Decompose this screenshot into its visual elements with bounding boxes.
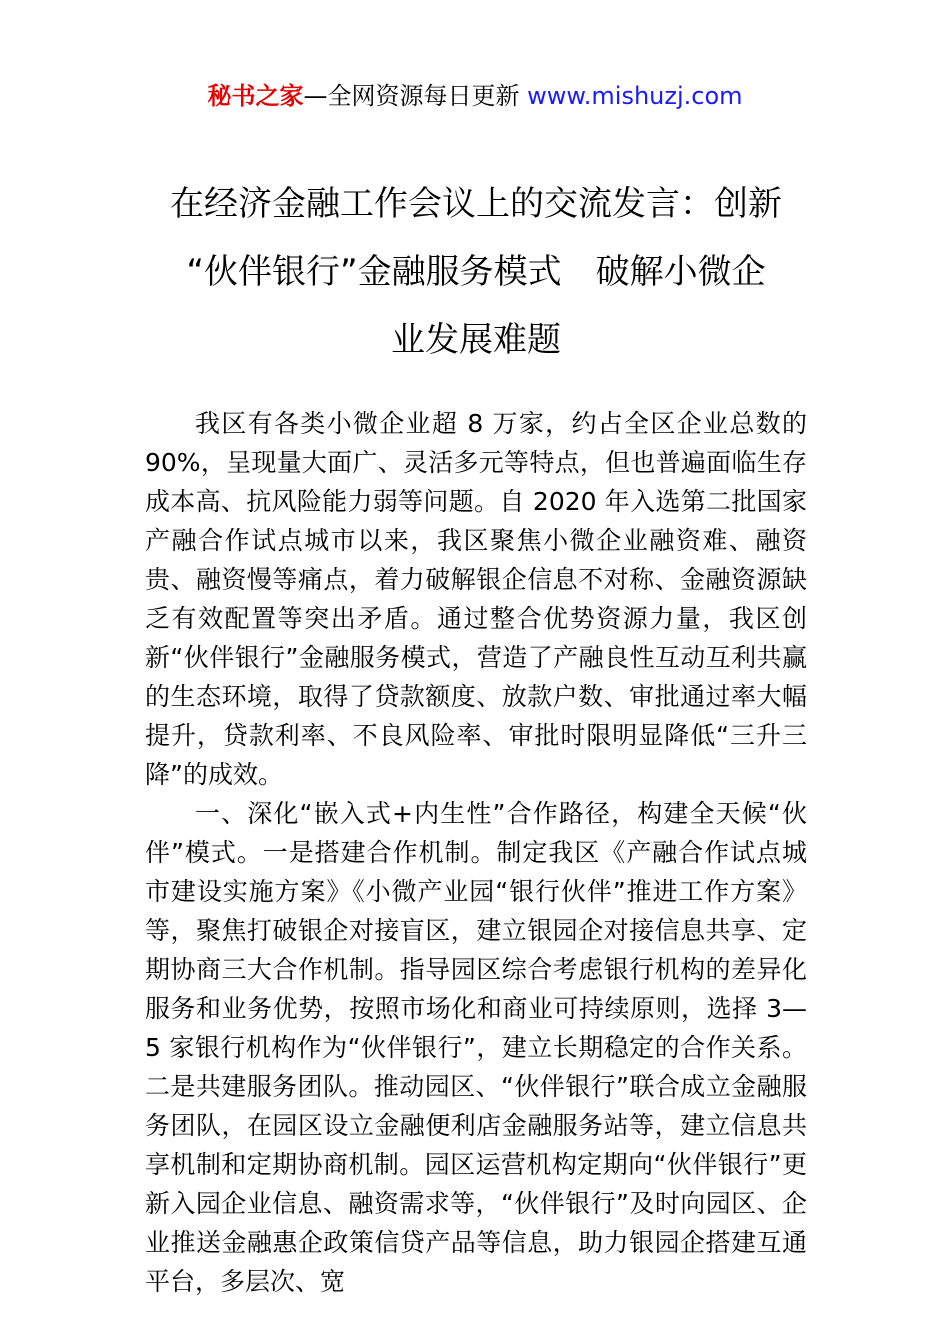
body-paragraph: 我区有各类小微企业超 8 万家，约占全区企业总数的 90%，呈现量大面广、灵活多元等特点，但也普遍面临生存成本高、抗风险能力弱等问题。自 2020 年入选第二批国家产融合作试点城市以来，我区聚焦小微企业融资难、融资贵、融资慢等痛点，着力破解银企信息不对称、金融资源缺乏有效配置等突出矛盾。通过整合优势资源力量，我区创新“伙伴银行”金融服务模式，营造了产融良性互动互利共赢的生态环境，取得了贷款额度、放款户数、审批通过率大幅提升，贷款利率、不良风险率、审批时限明显降低“三升三降”的成效。 [145, 409, 807, 789]
body-paragraph: 一、深化“嵌入式+内生性”合作路径，构建全天候“伙伴”模式。一是搭建合作机制。制定我区《产融合作试点城市建设实施方案》《小微产业园“银行伙伴”推进工作方案》等，聚焦打破银企对接盲区，建立银园企对接信息共享、定期协商三大合作机制。指导园区综合考虑银行机构的差异化服务和业务优势，按照市场化和商业可持续原则，选择 3—5 家银行机构作为“伙伴银行”，建立长期稳定的合作关系。二是共建服务团队。推动园区、“伙伴银行”联合成立金融服务团队，在园区设立金融便利店金融服务站等，建立信息共享机制和定期协商机制。园区运营机构定期向“伙伴银行”更新入园企业信息、融资需求等，“伙伴银行”及时向园区、企业推送金融惠企政策信贷产品等信息，助力银园企搭建互通平台，多层次、宽 [145, 799, 807, 1296]
site-url[interactable]: www.mishuzj.com [527, 82, 743, 110]
brand-name: 秘书之家 [207, 82, 304, 110]
document-title [145, 170, 807, 374]
document-body [145, 404, 807, 1301]
site-header [0, 78, 950, 114]
title-line: 在经济金融工作会议上的交流发言：创新 [170, 184, 782, 224]
header-tagline: —全网资源每日更新 [303, 82, 528, 110]
title-line: “伙伴银行”金融服务模式 破解小微企 [186, 252, 766, 292]
title-line: 业发展难题 [391, 320, 561, 360]
